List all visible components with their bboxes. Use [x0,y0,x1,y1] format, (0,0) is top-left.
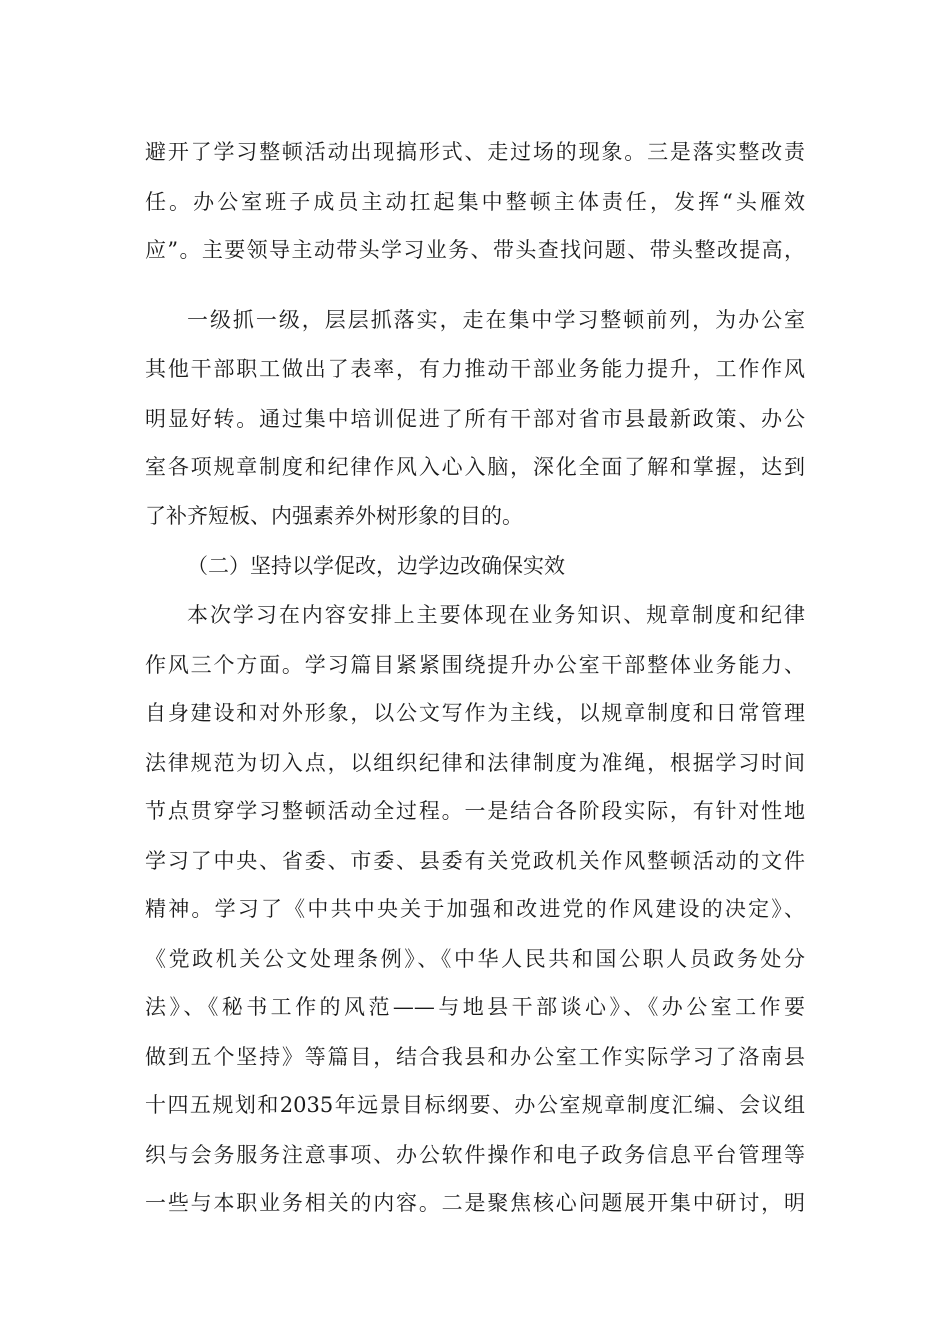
text-line: 法律规范为切入点，以组织纪律和法律制度为准绳，根据学习时间 [145,751,805,775]
text-line: 本次学习在内容安排上主要体现在业务知识、规章制度和纪律 [187,603,805,627]
text-line: 一级抓一级，层层抓落实，走在集中学习整顿前列，为办公室 [187,308,805,332]
text-line: 一些与本职业务相关的内容。二是聚焦核心问题展开集中研讨，明 [145,1191,805,1215]
text-line: 十四五规划和2035年远景目标纲要、办公室规章制度汇编、会议组 [145,1093,805,1117]
text-line: 精神。学习了《中共中央关于加强和改进党的作风建设的决定》、 [145,897,805,921]
text-line: 自身建设和对外形象，以公文写作为主线，以规章制度和日常管理 [145,701,805,725]
section-heading: （二）坚持以学促改，边学边改确保实效 [187,554,565,578]
text-line: 应”。主要领导主动带头学习业务、带头查找问题、带头整改提高， [145,238,805,262]
text-line: 学习了中央、省委、市委、县委有关党政机关作风整顿活动的文件 [145,849,805,873]
text-line: 室各项规章制度和纪律作风入心入脑，深化全面了解和掌握，达到 [145,455,805,479]
text-line: 明显好转。通过集中培训促进了所有干部对省市县最新政策、办公 [145,407,805,431]
text-line: 做到五个坚持》等篇目，结合我县和办公室工作实际学习了洛南县 [145,1045,805,1069]
text-line: 其他干部职工做出了表率，有力推动干部业务能力提升，工作作风 [145,357,805,381]
text-line: 织与会务服务注意事项、办公软件操作和电子政务信息平台管理等 [145,1143,805,1167]
text-line: 节点贯穿学习整顿活动全过程。一是结合各阶段实际，有针对性地 [145,799,805,823]
text-line: 作风三个方面。学习篇目紧紧围绕提升办公室干部整体业务能力、 [145,653,805,677]
text-line: 法》、《秘书工作的风范——与地县干部谈心》、《办公室工作要 [145,995,805,1019]
text-line: 了补齐短板、内强素养外树形象的目的。 [145,504,523,528]
text-line: 《党政机关公文处理条例》、《中华人民共和国公职人员政务处分 [145,947,805,971]
text-line: 任。办公室班子成员主动扛起集中整顿主体责任，发挥“头雁效 [145,190,805,214]
text-line: 避开了学习整顿活动出现搞形式、走过场的现象。三是落实整改责 [145,140,805,164]
